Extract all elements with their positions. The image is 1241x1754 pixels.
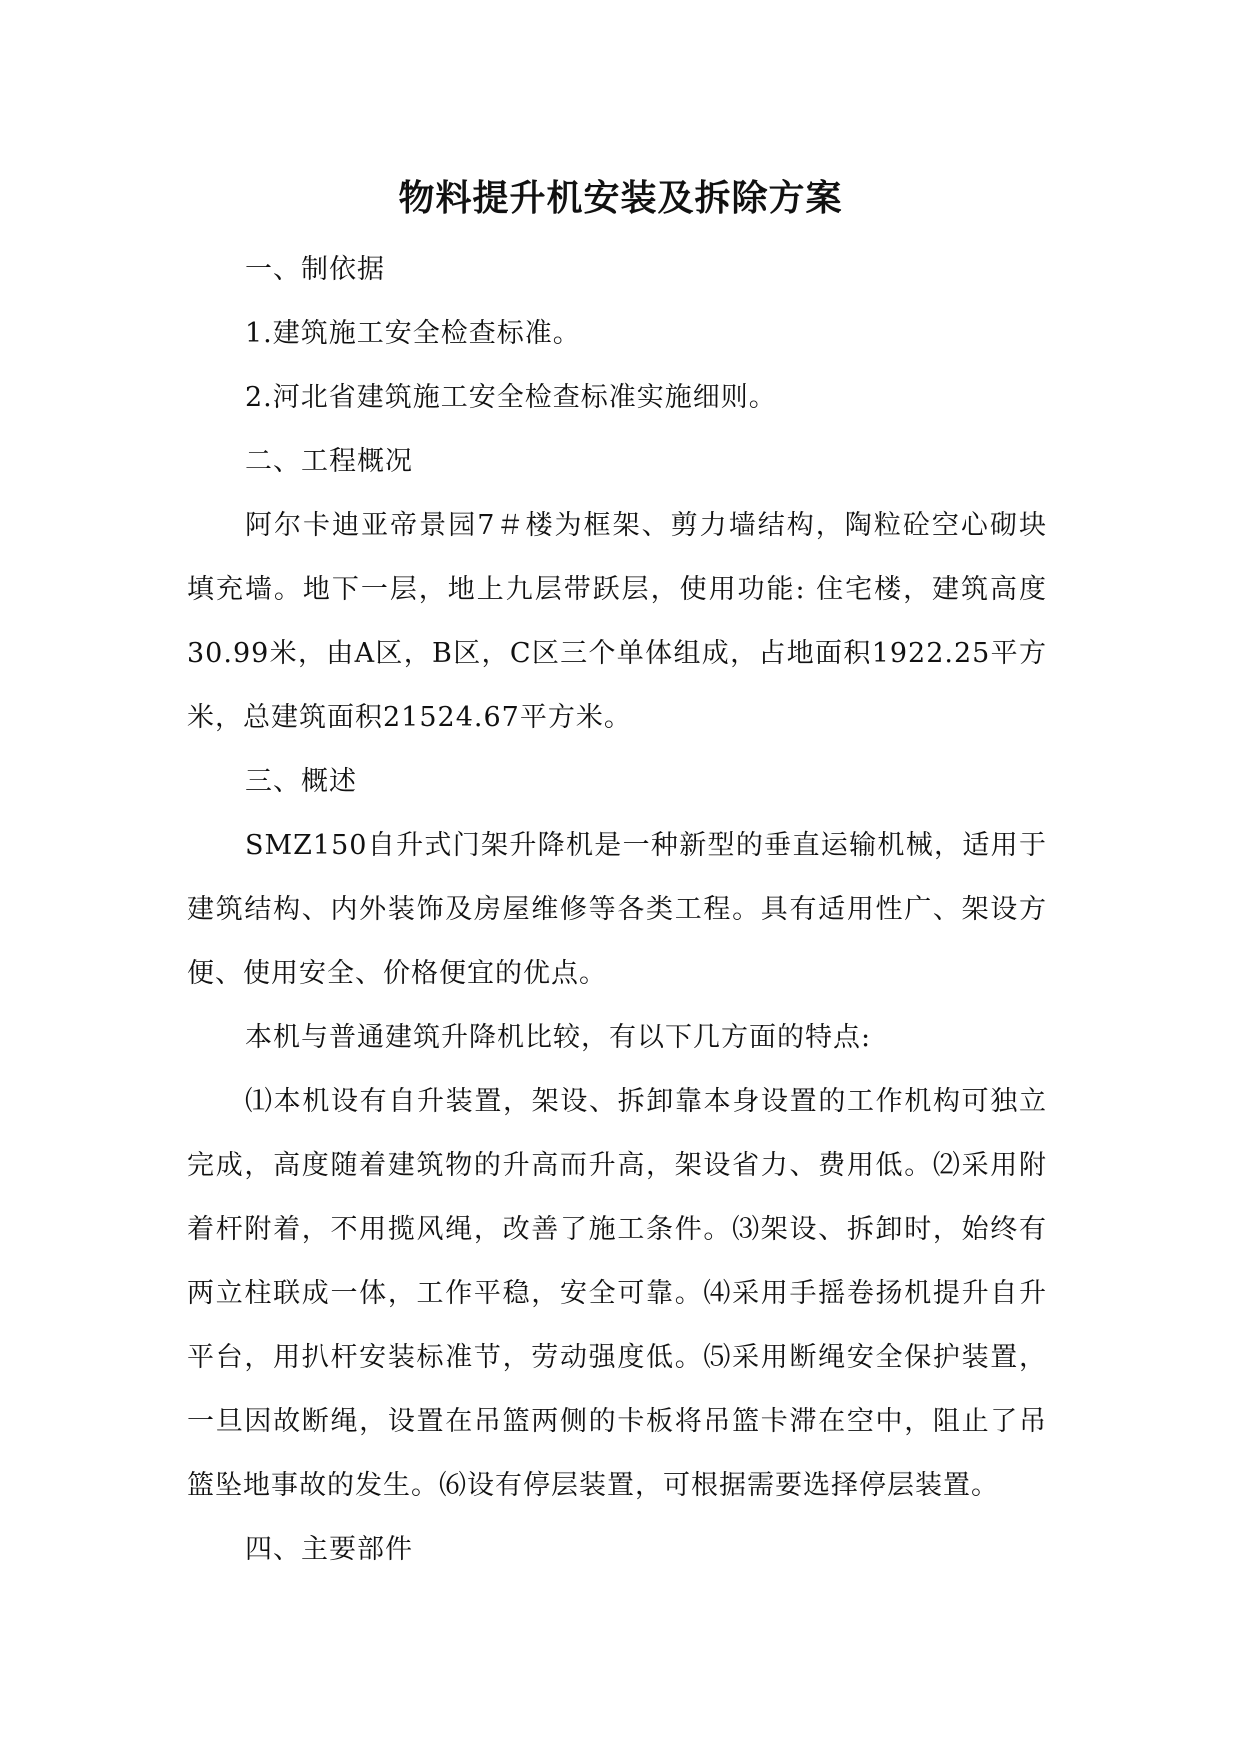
basis-item-1: 1.建筑施工安全检查标准。	[245, 318, 581, 349]
document-body	[187, 238, 1047, 1582]
basis-item-2: 2.河北省建筑施工安全检查标准实施细则。	[245, 382, 777, 413]
section-heading-summary: 三、概述	[245, 766, 357, 797]
features-paragraph: ⑴本机设有自升装置，架设、拆卸靠本身设置的工作机构可独立完成，高度随着建筑物的升高而升高，架设省力、费用低。⑵采用附着杆附着，不用揽风绳，改善了施工条件。⑶架设、拆卸时，始终有两立柱联成一体，工作平稳，安全可靠。⑷采用手摇卷扬机提升自升平台，用扒杆安装标准节，劳动强度低。⑸采用断绳安全保护装置，一旦因故断绳，设置在吊篮两侧的卡板将吊篮卡滞在空中，阻止了吊篮坠地事故的发生。⑹设有停层装置，可根据需要选择停层装置。	[187, 1086, 1047, 1501]
document-title: 物料提升机安装及拆除方案	[398, 177, 843, 219]
project-overview-paragraph: 阿尔卡迪亚帝景园7＃楼为框架、剪力墙结构，陶粒砼空心砌块填充墙。地下一层，地上九层带跃层，使用功能: 住宅楼，建筑高度30.99米，由A区，B区，C区三个单体组成，占地面积1922.25平方米，总建筑面积21524.67平方米。	[187, 510, 1047, 733]
summary-paragraph: SMZ150自升式门架升降机是一种新型的垂直运输机械，适用于建筑结构、内外装饰及房屋维修等各类工程。具有适用性广、架设方便、使用安全、价格便宜的优点。	[187, 830, 1047, 989]
section-heading-main-parts: 四、主要部件	[245, 1534, 413, 1565]
features-intro-paragraph: 本机与普通建筑升降机比较，有以下几方面的特点:	[245, 1022, 872, 1053]
section-heading-basis: 一、制依据	[245, 254, 385, 285]
section-heading-project-overview: 二、工程概况	[245, 446, 413, 477]
